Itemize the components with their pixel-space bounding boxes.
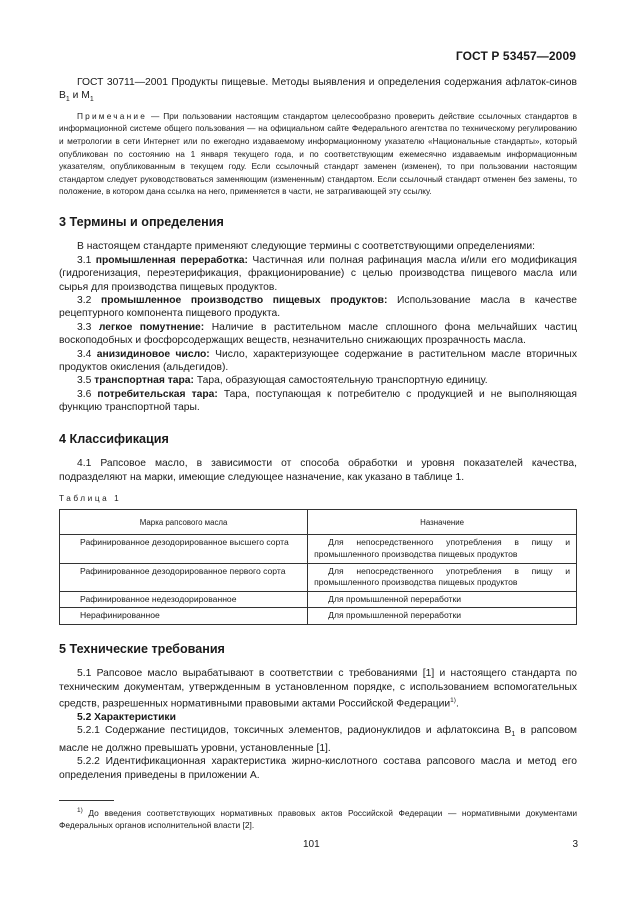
table-row bbox=[60, 535, 577, 563]
term-number: 3.5 bbox=[77, 375, 92, 387]
term-name: транспортная тара: bbox=[94, 375, 194, 387]
table-header-row bbox=[60, 510, 577, 535]
section-5-2-1-tail: в рапсовом масле не должно превышать уровни, установленные [1]. bbox=[59, 725, 577, 754]
term-definition bbox=[59, 388, 577, 415]
term-definition bbox=[59, 294, 577, 321]
note-label: Примечание bbox=[77, 110, 148, 121]
footnote-mark: 1) bbox=[77, 807, 83, 815]
section-4-heading: 4 Классификация bbox=[59, 431, 169, 446]
document-code-header: ГОСТ Р 53457—2009 bbox=[455, 49, 576, 63]
aflatoxin-subscript: 1 bbox=[511, 731, 516, 739]
term-name: анизидиновое число: bbox=[96, 348, 210, 360]
cell-purpose: Для непосредственного употребления в пищу и промышленного производства пищевых продуктов bbox=[308, 563, 577, 591]
reference-note bbox=[59, 110, 577, 198]
cell-purpose: Для промышленной переработки bbox=[308, 608, 577, 625]
header-grade: Марка рапсового масла bbox=[60, 510, 308, 535]
section-5-2-1-text: 5.2.1 Содержание пестицидов, токсичных элементов, радионуклидов и афлатоксина В bbox=[77, 725, 512, 737]
terms-list bbox=[59, 254, 577, 415]
cell-grade: Рафинированное дезодорированное первого сорта bbox=[60, 563, 308, 591]
section-5-1-end: . bbox=[455, 698, 459, 710]
term-text: Частичная или полная рафинация масла и/или его модификация (гидрогенизация, переэтерификация, фракционирование) с целью производства пищевого масла или сырья для производства пищевых продуктов. bbox=[59, 254, 577, 293]
term-definition bbox=[59, 321, 577, 348]
table-row bbox=[60, 608, 577, 625]
term-number: 3.4 bbox=[77, 348, 92, 360]
term-name: потребительская тара: bbox=[97, 388, 218, 400]
ref-subscript-2: 1 bbox=[89, 96, 94, 104]
table-row bbox=[60, 591, 577, 608]
note-text: — При пользовании настоящим стандартом целесообразно проверить действие ссылочных стандартов в информационной системе общего пользования — на официальном сайте Федерального агентства по техническому регулированию и метрологии в сети Интернет или по ежегодно издаваемому информационному указателю «Национальные стандарты», который опубликован по состоянию на 1 января текущего года, и по соответствующим ежемесячно издаваемым информационным указателям, опубликованным в текущем году. Если ссылочный стандарт заменен (изменен), то при пользовании настоящим стандартом следует руководствоваться заменяющим (измененным) стандартом. Если ссылочный стандарт отменен без замены, то положение, в котором дана ссылка на него, применяется в части, не затрагивающей эту ссылку. bbox=[59, 110, 577, 197]
section-5-2-1 bbox=[59, 724, 577, 755]
document-body bbox=[59, 76, 577, 831]
term-number: 3.1 bbox=[77, 254, 92, 266]
page-number-right: 3 bbox=[572, 839, 578, 850]
term-text: Тара, образующая самостоятельную транспортную единицу. bbox=[193, 375, 488, 387]
term-definition bbox=[59, 374, 577, 387]
table-body bbox=[60, 535, 577, 625]
section-3-intro: В настоящем стандарте применяют следующие термины с соответствующими определениями: bbox=[77, 241, 535, 253]
cell-grade: Нерафинированное bbox=[60, 608, 308, 625]
footnote-divider bbox=[59, 800, 114, 801]
section-5-2-2: 5.2.2 Идентификационная характеристика жирно-кислотного состава рапсового масла и метод его определения приведены в приложении А. bbox=[59, 756, 577, 781]
footnote bbox=[59, 805, 577, 831]
term-text: Тара, поступающая к потребителю с продукцией и не выполняющая функцию транспортной тары. bbox=[59, 388, 577, 414]
table-caption: Таблица 1 bbox=[59, 493, 122, 503]
term-number: 3.6 bbox=[77, 388, 92, 400]
grades-table bbox=[59, 509, 577, 625]
ref-subscript-1: 1 bbox=[65, 96, 70, 104]
page-number-center: 101 bbox=[303, 839, 320, 850]
section-5-heading: 5 Технические требования bbox=[59, 641, 225, 656]
section-3-heading: 3 Термины и определения bbox=[59, 215, 224, 230]
term-name: промышленная переработка: bbox=[95, 254, 248, 266]
term-definition bbox=[59, 348, 577, 375]
term-name: легкое помутнение: bbox=[98, 321, 205, 333]
ref-text-mid: и М bbox=[69, 90, 90, 102]
table-row bbox=[60, 563, 577, 591]
section-5-2-heading: 5.2 Характеристики bbox=[77, 711, 176, 723]
cell-grade: Рафинированное недезодорированное bbox=[60, 591, 308, 608]
cell-grade: Рафинированное дезодорированное высшего сорта bbox=[60, 535, 308, 563]
section-5-1 bbox=[59, 667, 577, 711]
standard-reference-line bbox=[59, 76, 577, 107]
header-purpose: Назначение bbox=[308, 510, 577, 535]
cell-purpose: Для промышленной переработки bbox=[308, 591, 577, 608]
ref-text: ГОСТ 30711—2001 Продукты пищевые. Методы выявления и определения содержания афлаток-синов В bbox=[59, 77, 577, 102]
term-text: Использование масла в качестве рецептурного компонента пищевого продукта. bbox=[59, 295, 577, 320]
term-number: 3.3 bbox=[77, 321, 92, 333]
term-text: Число, характеризующее содержание в растительном масле вторичных продуктов окисления (альдегидов). bbox=[59, 348, 577, 374]
term-definition bbox=[59, 254, 577, 294]
section-5-1-text: 5.1 Рапсовое масло вырабатывают в соответствии с требованиями [1] и настоящего стандарта по техническим документам, утвержденным в установленном порядке, с использованием вспомогательных средств, разрешенных нормативными правовыми актами Российской Федерации bbox=[59, 668, 577, 710]
footnote-ref: 1) bbox=[450, 697, 456, 705]
term-name: промышленное производство пищевых продуктов: bbox=[100, 295, 388, 307]
footnote-text: До введения соответствующих нормативных правовых актов Российской Федерации — нормативными документами Федеральных органов исполнительной власти [2]. bbox=[59, 807, 577, 831]
cell-purpose: Для непосредственного употребления в пищу и промышленного производства пищевых продуктов bbox=[308, 535, 577, 563]
section-4-text: 4.1 Рапсовое масло, в зависимости от способа обработки и уровня показателей качества, подразделяют на марки, имеющие следующее назначение, как указано в таблице 1. bbox=[59, 458, 577, 483]
term-text: Наличие в растительном масле сплошного фона мельчайших частиц воскоподобных и фосфорсодержащих веществ, незначительно снижающих прозрачность масла. bbox=[59, 321, 577, 347]
term-number: 3.2 bbox=[77, 295, 92, 307]
